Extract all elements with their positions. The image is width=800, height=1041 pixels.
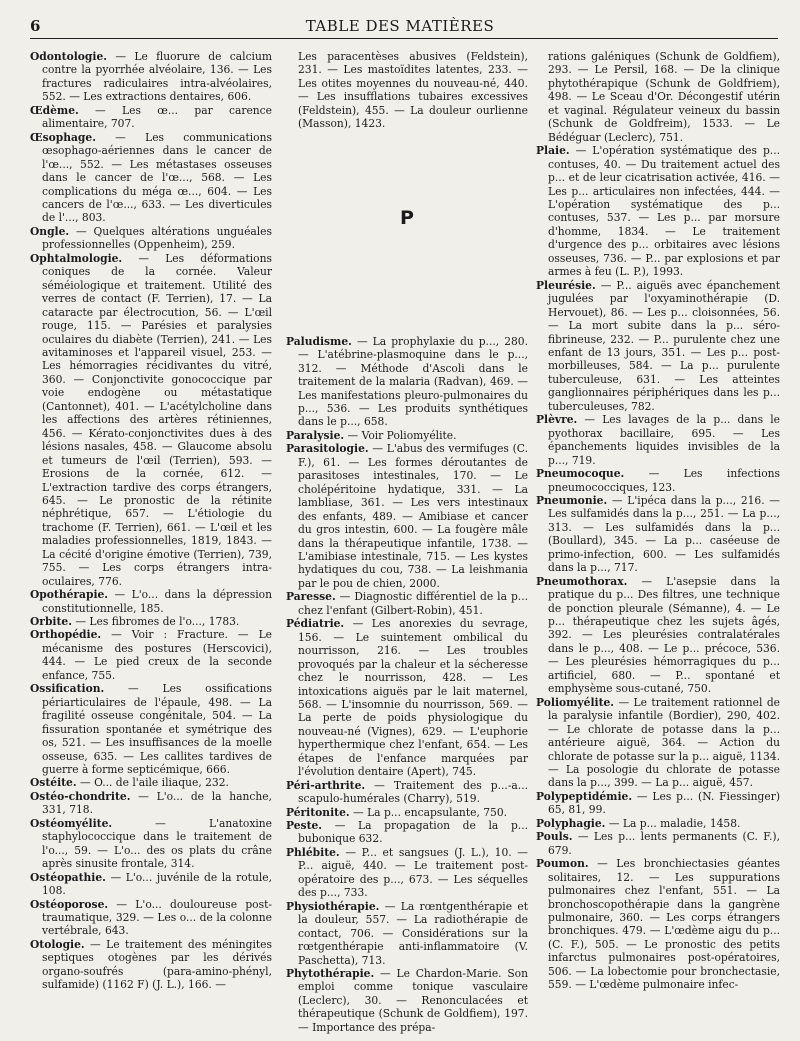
- index-entry: [536, 790, 780, 817]
- entry-text: — Les p... lents permanents (C. F.), 679.: [548, 830, 780, 857]
- entry-text: — Voir : Fracture. — Le mécanisme des postures (Herscovici), 444. — Le pied creux de la seconde enfance, 755.: [42, 628, 272, 682]
- entry-text: — La p... encapsulante, 750.: [349, 805, 508, 819]
- index-entry: [536, 144, 780, 279]
- entry-text: — L'anatoxine staphylococcique dans le traitement de l'o..., 59. — L'o... des os plats du crâne après sinusite frontale, 314.: [42, 816, 272, 871]
- index-entry: [536, 696, 780, 790]
- entry-text: — La rœntgenthérapie et la douleur, 557. — La radiothérapie de contact, 706. — Considérations sur la rœtgenthérapie anti-inflammatoire (V. Paschetta), 713.: [298, 899, 528, 967]
- entry-headword: Physiothérapie.: [286, 899, 380, 913]
- index-entry: [30, 682, 272, 776]
- entry-headword: Poumon.: [536, 857, 589, 871]
- index-entry: [536, 279, 780, 414]
- entry-text: rations galéniques (Schunk de Goldfiem), 293. — Le Persil, 168. — De la clinique phytothérapique (Schunk de Goldfriem), 498. — Le Sceau d'Or. Décongestif utérin et vaginal. Régulateur veineux du bassin (Schunk de Goldfreim), 1533. — Le Bédéguar (Leclerc), 751.: [548, 50, 780, 144]
- index-entry: [30, 588, 272, 615]
- index-entry: [30, 790, 272, 817]
- entry-text: — Diagnostic différentiel de la p... chez l'enfant (Gilbert-Robin), 451.: [298, 590, 528, 617]
- entry-headword: Péritonite.: [286, 805, 350, 819]
- entry-text: — Les œ... par carence alimentaire, 707.: [42, 103, 272, 131]
- entry-text: — Traitement des p...-a... scapulo-humérales (Charry), 519.: [298, 778, 528, 806]
- index-entry: [536, 575, 780, 696]
- section-letter: P: [400, 206, 414, 229]
- entry-headword: Œdème.: [30, 103, 79, 117]
- entry-headword: Pleurésie.: [536, 278, 596, 292]
- entry-text: — Les lavages de la p... dans le pyothorax bacillaire, 695. — Les épanchements liquides invisibles de la p..., 719.: [548, 413, 780, 467]
- entry-text: — Le traitement des méningites septiques otogènes par les dérivés organo-soufrés (para-amino-phényl, sulfamide) (1162 F) (J. L.), 166. —: [42, 937, 272, 992]
- entry-text: — L'o... juvénile de la rotule, 108.: [42, 870, 272, 898]
- index-entry: [30, 104, 272, 131]
- entry-text: — O... de l'aile iliaque, 232.: [76, 776, 229, 790]
- page-header: [0, 12, 800, 40]
- entry-text: — Les p... (N. Fiessinger) 65, 81, 99.: [548, 789, 780, 817]
- entry-headword: Pouls.: [536, 830, 573, 844]
- index-entry: [286, 590, 528, 617]
- entry-text: — La p... maladie, 1458.: [605, 816, 741, 830]
- entry-headword: Phytothérapie.: [286, 967, 375, 981]
- entry-text: — P... et sangsues (J. L.), 10. — P... aiguë, 440. — Le traitement post-opératoire des p..., 673. — Les séquelles des p..., 733.: [298, 845, 528, 900]
- entry-text: — P... aiguës avec épanchement jugulées par l'oxyaminothérapie (D. Hervouet), 86. — Les p... cloisonnées, 56. — La mort subite dans la p... séro-fibrineuse, 232. — P... purulente chez une enfant de 13 jours, 351. — Les p... post-morbilleuses, 584. — La p... purulente tuberculeuse, 631. — Les atteintes ganglionnaires périphériques dans les p... tuberculeuses, 782.: [548, 278, 780, 413]
- entry-text: — Le Chardon-Marie. Son emploi comme tonique vasculaire (Leclerc), 30. — Renonculacées et thérapeutique (Schunk de Goldfiem), 197. — Importance des prépa-: [298, 967, 528, 1034]
- index-entry: [30, 871, 272, 898]
- index-entry: [286, 779, 528, 806]
- entry-text: — L'o... dans la dépression constitutionnelle, 185.: [42, 588, 272, 615]
- entry-headword: Ongle.: [30, 224, 70, 238]
- index-entry: [30, 615, 272, 628]
- page-title: TABLE DES MATIÈRES: [305, 17, 495, 35]
- entry-headword: Ostéo-chondrite.: [30, 789, 131, 803]
- index-entry: [536, 413, 780, 467]
- entry-headword: Paralysie.: [286, 428, 345, 442]
- header-rule: [30, 38, 778, 39]
- entry-text: — Les fibromes de l'o..., 1783.: [71, 615, 240, 629]
- entry-text: — Les communications œsophago-aériennes dans le cancer de l'œ..., 552. — Les métastases osseuses dans le cancer de l'œ..., 568. — Les complications du méga œ..., 604. — Les cancers de l'œ..., 633. — Les diverticules de l'..., 803.: [42, 130, 272, 225]
- index-entry: [30, 252, 272, 588]
- entry-headword: Plèvre.: [536, 413, 578, 427]
- index-entry: [536, 467, 780, 494]
- entry-text: — La prophylaxie du p..., 280. — L'atébrine-plasmoquine dans le p..., 312. — Méthode d'Ascoli dans le traitement de la malaria (Radvan), 469. — Les manifestations pleuro-pulmonaires du p..., 536. — Les produits synthétiques dans le p..., 658.: [298, 334, 528, 429]
- index-entry: [536, 857, 780, 992]
- index-entry: [30, 776, 272, 789]
- entry-headword: Orthopédie.: [30, 628, 102, 642]
- entry-text: — L'o... de la hanche, 331, 718.: [42, 789, 272, 817]
- index-entry: [286, 806, 528, 819]
- entry-text: — Les ossifications périarticulaires de l'épaule, 498. — La fragilité osseuse congénitale, 504. — La fissuration spontanée et symétrique des os, 521. — Les insuffisances de la moelle osseuse, 635. — Les callites tardives de guerre à forme septicémique, 666.: [42, 682, 272, 777]
- index-entry: [286, 335, 528, 429]
- entry-text: — Les anorexies du sevrage, 156. — Le suintement ombilical du nourrisson, 216. — Les troubles provoqués par la chaleur et la sécheresse chez le nourrisson, 428. — Les intoxications aiguës par le lait maternel, 568. — L'insomnie du nourrisson, 569. — La perte de poids physiologique du nouveau-né (Vignes), 629. — L'euphorie hyperthermique chez l'enfant, 654. — Les étapes de l'enfance marquées par l'évolution dentaire (Apert), 745.: [298, 617, 528, 779]
- entry-text: — Les bronchiectasies géantes solitaires, 12. — Les suppurations pulmonaires chez l'enfant, 551. — La bronchoscopothérapie dans la gangrène pulmonaire, 360. — Les corps étrangers bronchiques. 479. — L'œdème aigu du p... (C. F.), 505. — Le pronostic des petits infarctus pulmonaires post-opératoires, 506. — La lobectomie pour bronchectasie, 559. — L'œdème pulmonaire infec-: [548, 857, 780, 992]
- index-entry: [30, 817, 272, 871]
- index-column-middle: [286, 50, 528, 1034]
- entry-text: — La propagation de la p... bubonique 632.: [298, 819, 528, 846]
- entry-text: — Quelques altérations unguéales professionnelles (Oppenheim), 259.: [42, 224, 272, 252]
- entry-headword: Poliomyélite.: [536, 695, 615, 709]
- entry-text: — Le fluorure de calcium contre la pyorrhée alvéolaire, 136. — Les fractures radiculaires intra-alvéolaires, 552. — Les extractions dentaires, 606.: [42, 50, 272, 104]
- index-entry: [536, 817, 780, 830]
- entry-headword: Pneumonie.: [536, 493, 608, 507]
- entry-headword: Opothérapie.: [30, 588, 109, 602]
- entry-headword: Odontologie.: [30, 50, 107, 63]
- entry-headword: Pédiatrie.: [286, 617, 345, 631]
- entry-headword: Ossification.: [30, 682, 105, 696]
- entry-headword: Paludisme.: [286, 334, 352, 348]
- index-entry: [536, 50, 780, 144]
- entry-text: — L'opération systématique des p... contuses, 40. — Du traitement actuel des p... et de leur cicatrisation activée, 416. — Les p... articulaires non infectées, 444. — L'opération systématique des p... contuses, 537. — Les p... par morsure d'homme, 1834. — Le traitement d'urgence des p... orbitaires avec lésions osseuses, 736. — P... par explosions et par armes à feu (L. P.), 1993.: [548, 144, 780, 279]
- index-entry: [30, 131, 272, 225]
- index-entry: [286, 819, 528, 846]
- entry-text: Les paracentèses abusives (Feldstein), 231. — Les mastoïdites latentes, 233. — Les otites moyennes du nouveau-né, 440. — Les insufflations tubaires excessives (Feldstein), 455. — La douleur ourlienne (Masson), 1423.: [298, 50, 528, 131]
- index-entry: [286, 967, 528, 1034]
- entry-text: — Les déformations coniques de la cornée. Valeur séméiologique et traitement. Utilité des verres de contact (F. Terrien), 17. — La cataracte par électrocution, 56. — L'œil rouge, 115. — Parésies et paralysies oculaires du diabète (Terrien), 241. — Les avitaminoses et l'appareil visuel, 253. — Les hémorragies récidivantes du vitré, 360. — Conjonctivite gonococcique par voie endogène ou métastatique (Cantonnet), 401. — L'acétylcholine dans les affections des artères rétiniennes, 456. — Kérato-conjonctivites dues à des lésions nasales, 458. — Glaucome absolu et tumeurs de l'œil (Terrien), 593. — Erosions de la cornée, 612. — L'extraction tardive des corps étrangers, 645. — Le pronostic de la rétinite néphrétique, 657. — L'étiologie du trachome (F. Terrien), 661. — L'œil et les maladies professionnelles, 1819, 1843. — La cécité d'origine émotive (Terrien), 739, 755. — Les corps étrangers intra-oculaires, 776.: [42, 251, 272, 588]
- index-entry: [286, 50, 528, 131]
- index-entry: [30, 628, 272, 682]
- entry-headword: Parasitologie.: [286, 442, 369, 456]
- index-entry: [536, 494, 780, 575]
- entry-text: — Le traitement rationnel de la paralysie infantile (Bordier), 290, 402. — Le chlorate de potasse dans la p... antérieure aiguë, 364. — Action du chlorate de potasse sur la p... aiguë, 1134. — La posologie du chlorate de potasse dans la p..., 399. — La p... aiguë, 457.: [548, 695, 780, 790]
- entry-headword: Péri-arthrite.: [286, 778, 366, 792]
- index-entry: [536, 830, 780, 857]
- entry-headword: Polypeptidémie.: [536, 789, 633, 803]
- index-entry: [286, 900, 528, 967]
- index-entry: [286, 429, 528, 442]
- entry-headword: Pneumocoque.: [536, 467, 625, 481]
- entry-headword: Peste.: [286, 819, 323, 833]
- entry-headword: Orbite.: [30, 615, 72, 629]
- index-entry: [30, 50, 272, 104]
- index-column-left: [30, 50, 272, 992]
- entry-headword: Pneumothorax.: [536, 574, 628, 588]
- entry-headword: Ostéoporose.: [30, 897, 109, 911]
- entry-headword: Ostéopathie.: [30, 870, 106, 884]
- index-entry: [30, 938, 272, 992]
- entry-headword: Ostéomyélite.: [30, 816, 113, 830]
- entry-headword: Ophtalmologie.: [30, 251, 123, 265]
- entry-headword: Polyphagie.: [536, 816, 606, 830]
- entry-text: — L'abus des vermifuges (C. F.), 61. — Les formes déroutantes de parasitoses intestinales, 170. — Le cholépéritoine hydatique, 331. — La lambliase, 361. — Les vers intestinaux des enfants, 489. — Amibiase et cancer du gros intestin, 600. — La fougère mâle dans la thérapeutique infantile, 1738. — L'amibiase intestinale, 715. — Les kystes hydatiques du cou, 738. — La leishmania par le pou de chien, 2000.: [298, 442, 528, 590]
- entry-headword: Phlébite.: [286, 845, 340, 859]
- entry-headword: Paresse.: [286, 590, 336, 604]
- entry-headword: Ostéite.: [30, 776, 77, 790]
- entry-text: — L'ipéca dans la p..., 216. — Les sulfamidés dans la p..., 251. — La p..., 313. — Les sulfamidés dans la p... (Boullard), 345. — La p... caséeuse de primo-infection, 600. — Les sulfamidés dans la p..., 717.: [548, 493, 780, 575]
- entry-text: — L'o... douloureuse post-traumatique, 329. — Les o... de la colonne vertébrale, 643.: [42, 897, 272, 938]
- page-number: 6: [30, 17, 41, 35]
- index-entry: [286, 846, 528, 900]
- entry-headword: Œsophage.: [30, 130, 96, 144]
- index-entry: [286, 442, 528, 590]
- entry-headword: Otologie.: [30, 937, 85, 951]
- index-entry: [30, 898, 272, 938]
- entry-headword: Plaie.: [536, 144, 570, 158]
- index-entry: [286, 617, 528, 778]
- entry-text: — Voir Poliomyélite.: [344, 428, 457, 442]
- entry-text: — L'asepsie dans la pratique du p... Des filtres, une technique de ponction pleurale (Sémanne), 4. — Le p... thérapeutique chez les sujets âgés, 392. — Les pleurésies contralatérales dans le p..., 408. — Le p... précoce, 536. — Les pleurésies hémorragiques du p... artificiel, 680. — P... spontané et emphysème sous-cutané, 750.: [548, 574, 780, 696]
- index-column-right: [536, 50, 780, 992]
- entry-text: — Les infections pneumococciques, 123.: [548, 467, 780, 494]
- index-entry: [30, 225, 272, 252]
